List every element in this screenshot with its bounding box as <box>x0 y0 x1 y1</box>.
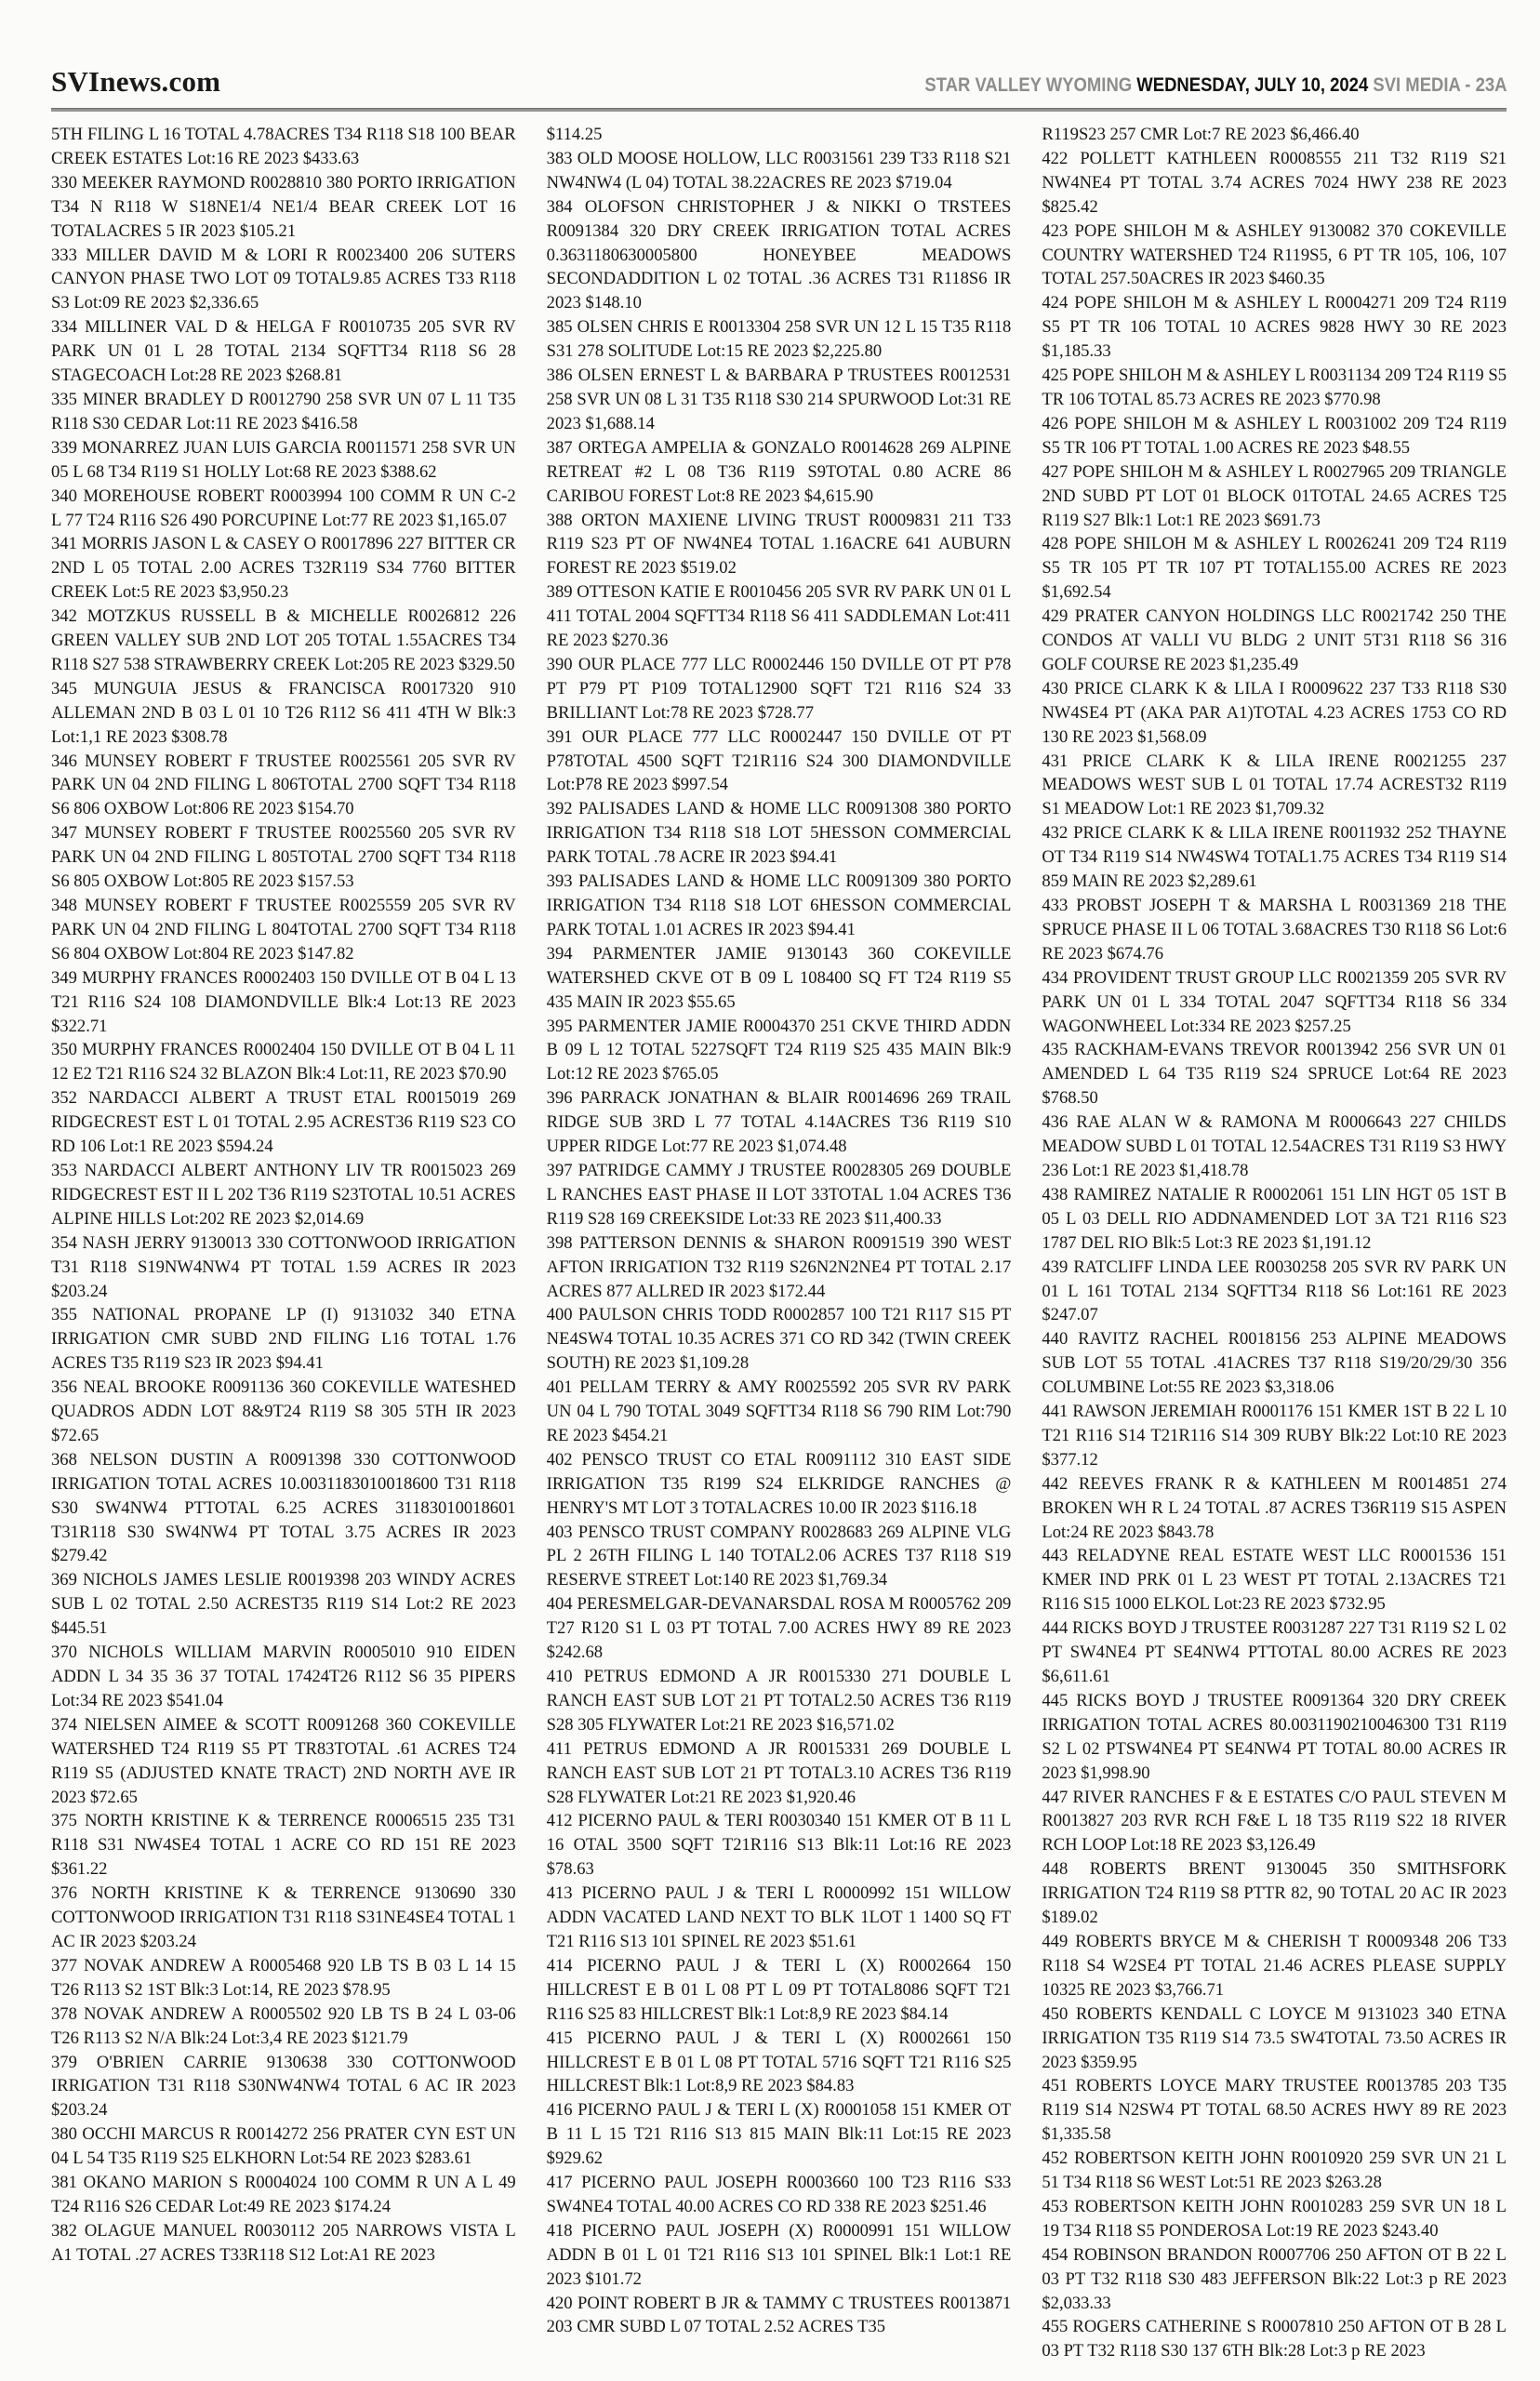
listing-entry: 375 NORTH KRISTINE K & TERRENCE R0006515 235 T31 R118 S31 NW4SE4 TOTAL 1 ACRE CO RD 151 RE 2023 $361.22 <box>51 1811 516 1880</box>
listing-entry: 379 O'BRIEN CARRIE 9130638 330 COTTONWOOD IRRIGATION T31 R118 S30NW4NW4 TOTAL 6 AC IR 2023 $203.24 <box>51 2052 516 2121</box>
listing-entry: 402 PENSCO TRUST CO ETAL R0091112 310 EAST SIDE IRRIGATION T35 R199 S24 ELKRIDGE RANCHES @ HENRY'S MT LOT 3 TOTALACRES 10.00 IR 2023 $116.18 <box>546 1449 1012 1518</box>
listing-entry: 396 PARRACK JONATHAN & BLAIR R0014696 269 TRAIL RIDGE SUB 3RD L 77 TOTAL 4.14ACRES T36 R119 S10 UPPER RIDGE Lot:77 RE 2023 $1,074.48 <box>546 1088 1012 1157</box>
listing-entry: 381 OKANO MARION S R0004024 100 COMM R UN A L 49 T24 R116 S26 CEDAR Lot:49 RE 2023 $174.24 <box>51 2173 516 2216</box>
listing-entry: 426 POPE SHILOH M & ASHLEY L R0031002 209 T24 R119 S5 TR 106 PT TOTAL 1.00 ACRES RE 2023 $48.55 <box>1042 413 1507 458</box>
listing-entry: 411 PETRUS EDMOND A JR R0015331 269 DOUBLE L RANCH EAST SUB LOT 21 PT TOTAL3.10 ACRES T36 R119 S28 FLYWATER Lot:21 RE 2023 $1,920.46 <box>546 1738 1012 1807</box>
listing-entry: 416 PICERNO PAUL J & TERI L (X) R0001058 151 KMER OT B 11 L 15 T21 R116 S13 815 MAIN Blk:11 Lot:15 RE 2023 $929.62 <box>546 2100 1012 2169</box>
listing-entry: 388 ORTON MAXIENE LIVING TRUST R0009831 211 T33 R119 S23 PT OF NW4NE4 TOTAL 1.16ACRE 641 AUBURN FOREST RE 2023 $519.02 <box>546 510 1012 579</box>
listing-entry: 432 PRICE CLARK K & LILA IRENE R0011932 252 THAYNE OT T34 R119 S14 NW4SW4 TOTAL1.75 ACRES T34 R119 S14 859 MAIN RE 2023 $2,289.61 <box>1042 823 1507 892</box>
column-3 <box>1042 123 1507 2366</box>
listing-entry: 389 OTTESON KATIE E R0010456 205 SVR RV PARK UN 01 L 411 TOTAL 2004 SQFTT34 R118 S6 411 SADDLEMAN Lot:411 RE 2023 $270.36 <box>546 582 1012 651</box>
listing-entry: 418 PICERNO PAUL JOSEPH (X) R0000991 151 WILLOW ADDN B 01 L 01 T21 R116 S13 101 SPINEL Blk:1 Lot:1 RE 2023 $101.72 <box>546 2220 1012 2289</box>
header-rule <box>51 108 1507 112</box>
listing-entry: 398 PATTERSON DENNIS & SHARON R0091519 390 WEST AFTON IRRIGATION T32 R119 S26N2N2NE4 PT TOTAL 2.17 ACRES 877 ALLRED IR 2023 $172.44 <box>546 1232 1012 1301</box>
listing-entry: 390 OUR PLACE 777 LLC R0002446 150 DVILLE OT PT P78 PT P79 PT P109 TOTAL12900 SQFT T21 R116 S24 33 BRILLIANT Lot:78 RE 2023 $728.77 <box>546 654 1012 723</box>
listing-entry: 420 POINT ROBERT B JR & TAMMY C TRUSTEES R0013871 203 CMR SUBD L 07 TOTAL 2.52 ACRES T35 <box>546 2293 1012 2337</box>
listing-entry: 410 PETRUS EDMOND A JR R0015330 271 DOUBLE L RANCH EAST SUB LOT 21 PT TOTAL2.50 ACRES T36 R119 S28 305 FLYWATER Lot:21 RE 2023 $16,571.02 <box>546 1667 1012 1735</box>
listing-entry: 347 MUNSEY ROBERT F TRUSTEE R0025560 205 SVR RV PARK UN 04 2ND FILING L 805TOTAL 2700 SQFT T34 R118 S6 805 OXBOW Lot:805 RE 2023 $157.53 <box>51 823 516 892</box>
listing-entry: 431 PRICE CLARK K & LILA IRENE R0021255 237 MEADOWS WEST SUB L 01 TOTAL 17.74 ACREST32 R119 S1 MEADOW Lot:1 RE 2023 $1,709.32 <box>1042 751 1507 819</box>
listing-entry: 429 PRATER CANYON HOLDINGS LLC R0021742 250 THE CONDOS AT VALLI VU BLDG 2 UNIT 5T31 R118 S6 316 GOLF COURSE RE 2023 $1,235.49 <box>1042 606 1507 674</box>
listing-entry: 350 MURPHY FRANCES R0002404 150 DVILLE OT B 04 L 11 12 E2 T21 R116 S24 32 BLAZON Blk:4 Lot:11, RE 2023 $70.90 <box>51 1040 516 1084</box>
listing-entry: 354 NASH JERRY 9130013 330 COTTONWOOD IRRIGATION T31 R118 S19NW4NW4 PT TOTAL 1.59 ACRES IR 2023 $203.24 <box>51 1232 516 1301</box>
column-1 <box>51 123 516 2366</box>
listing-entry: 422 POLLETT KATHLEEN R0008555 211 T32 R119 S21 NW4NE4 PT TOTAL 3.74 ACRES 7024 HWY 238 RE 2023 $825.42 <box>1042 148 1507 217</box>
listing-entry: 368 NELSON DUSTIN A R0091398 330 COTTONWOOD IRRIGATION TOTAL ACRES 10.0031183010018600 T31 R118 S30 SW4NW4 PTTOTAL 6.25 ACRES 31183010018601 T31R118 S30 SW4NW4 PT TOTAL 3.75 ACRES IR 2023 $279.42 <box>51 1449 516 1566</box>
masthead-date: WEDNESDAY, JULY 10, 2024 <box>1135 74 1368 96</box>
masthead-location: STAR VALLEY WYOMING <box>923 74 1136 96</box>
listing-entry: 394 PARMENTER JAMIE 9130143 360 COKEVILLE WATERSHED CKVE OT B 09 L 108400 SQ FT T24 R119 S5 435 MAIN IR 2023 $55.65 <box>546 943 1012 1012</box>
site-name: SVInews.com <box>51 65 221 98</box>
listing-entry: 395 PARMENTER JAMIE R0004370 251 CKVE THIRD ADDN B 09 L 12 TOTAL 5227SQFT T24 R119 S25 435 MAIN Blk:9 Lot:12 RE 2023 $765.05 <box>546 1016 1012 1084</box>
listing-entry: 355 NATIONAL PROPANE LP (I) 9131032 340 ETNA IRRIGATION CMR SUBD 2ND FILING L16 TOTAL 1.76 ACRES T35 R119 S23 IR 2023 $94.41 <box>51 1305 516 1374</box>
listing-entry: 433 PROBST JOSEPH T & MARSHA L R0031369 218 THE SPRUCE PHASE II L 06 TOTAL 3.68ACRES T30 R118 S6 Lot:6 RE 2023 $674.76 <box>1042 896 1507 964</box>
listing-entry: 428 POPE SHILOH M & ASHLEY L R0026241 209 T24 R119 S5 TR 105 PT TR 107 PT TOTAL155.00 ACRES RE 2023 $1,692.54 <box>1042 534 1507 603</box>
listing-columns <box>51 123 1507 2366</box>
listing-entry: 341 MORRIS JASON L & CASEY O R0017896 227 BITTER CR 2ND L 05 TOTAL 2.00 ACRES T32R119 S34 7760 BITTER CREEK Lot:5 RE 2023 $3,950.23 <box>51 534 516 603</box>
listing-entry: 436 RAE ALAN W & RAMONA M R0006643 227 CHILDS MEADOW SUBD L 01 TOTAL 12.54ACRES T31 R119 S3 HWY 236 Lot:1 RE 2023 $1,418.78 <box>1042 1112 1507 1180</box>
listing-entry: 424 POPE SHILOH M & ASHLEY L R0004271 209 T24 R119 S5 PT TR 106 TOTAL 10 ACRES 9828 HWY 30 RE 2023 $1,185.33 <box>1042 293 1507 362</box>
listing-entry: 352 NARDACCI ALBERT A TRUST ETAL R0015019 269 RIDGECREST EST L 01 TOTAL 2.95 ACREST36 R119 S23 CO RD 106 Lot:1 RE 2023 $594.24 <box>51 1088 516 1157</box>
listing-entry: 450 ROBERTS KENDALL C LOYCE M 9131023 340 ETNA IRRIGATION T35 R119 S14 73.5 SW4TOTAL 73.50 ACRES IR 2023 $359.95 <box>1042 2003 1507 2072</box>
listing-entry: 387 ORTEGA AMPELIA & GONZALO R0014628 269 ALPINE RETREAT #2 L 08 T36 R119 S9TOTAL 0.80 ACRE 86 CARIBOU FOREST Lot:8 RE 2023 $4,615.90 <box>546 437 1012 506</box>
listing-entry: 5TH FILING L 16 TOTAL 4.78ACRES T34 R118 S18 100 BEAR CREEK ESTATES Lot:16 RE 2023 $433.63 <box>51 125 516 168</box>
listing-entry: 378 NOVAK ANDREW A R0005502 920 LB TS B 24 L 03-06 T26 R113 S2 N/A Blk:24 Lot:3,4 RE 2023 $121.79 <box>51 2003 516 2048</box>
listing-entry: 448 ROBERTS BRENT 9130045 350 SMITHSFORK IRRIGATION T24 R119 S8 PTTR 82, 90 TOTAL 20 AC IR 2023 $189.02 <box>1042 1859 1507 1928</box>
listing-entry: R119S23 257 CMR Lot:7 RE 2023 $6,466.40 <box>1042 125 1360 144</box>
listing-entry: 335 MINER BRADLEY D R0012790 258 SVR UN 07 L 11 T35 R118 S30 CEDAR Lot:11 RE 2023 $416.58 <box>51 389 516 433</box>
listing-entry: 400 PAULSON CHRIS TODD R0002857 100 T21 R117 S15 PT NE4SW4 TOTAL 10.35 ACRES 371 CO RD 342 (TWIN CREEK SOUTH) RE 2023 $1,109.28 <box>546 1305 1012 1374</box>
listing-entry: 447 RIVER RANCHES F & E ESTATES C/O PAUL STEVEN M R0013827 203 RVR RCH F&E L 18 T35 R119 S22 18 RIVER RCH LOOP Lot:18 RE 2023 $3,126.49 <box>1042 1787 1507 1856</box>
listing-entry: 425 POPE SHILOH M & ASHLEY L R0031134 209 T24 R119 S5 TR 106 TOTAL 85.73 ACRES RE 2023 $770.98 <box>1042 366 1507 409</box>
listing-entry: 444 RICKS BOYD J TRUSTEE R0031287 227 T31 R119 S2 L 02 PT SW4NE4 PT SE4NW4 PTTOTAL 80.00 ACRES RE 2023 $6,611.61 <box>1042 1618 1507 1686</box>
listing-entry: 334 MILLINER VAL D & HELGA F R0010735 205 SVR RV PARK UN 01 L 28 TOTAL 2134 SQFTT34 R118 S6 28 STAGECOACH Lot:28 RE 2023 $268.81 <box>51 317 516 386</box>
listing-entry: 376 NORTH KRISTINE K & TERRENCE 9130690 330 COTTONWOOD IRRIGATION T31 R118 S31NE4SE4 TOTAL 1 AC IR 2023 $203.24 <box>51 1883 516 1951</box>
listing-entry: 423 POPE SHILOH M & ASHLEY 9130082 370 COKEVILLE COUNTRY WATERSHED T24 R119S5, 6 PT TR 105, 106, 107 TOTAL 257.50ACRES IR 2023 $460.35 <box>1042 220 1507 289</box>
listing-entry: 403 PENSCO TRUST COMPANY R0028683 269 ALPINE VLG PL 2 26TH FILING L 140 TOTAL2.06 ACRES T37 R118 S19 RESERVE STREET Lot:140 RE 2023 $1,769.34 <box>546 1522 1012 1590</box>
listing-entry: 330 MEEKER RAYMOND R0028810 380 PORTO IRRIGATION T34 N R118 W S18NE1/4 NE1/4 BEAR CREEK LOT 16 TOTALACRES 5 IR 2023 $105.21 <box>51 172 516 241</box>
listing-entry: 391 OUR PLACE 777 LLC R0002447 150 DVILLE OT PT P78TOTAL 4500 SQFT T21R116 S24 300 DIAMONDVILLE Lot:P78 RE 2023 $997.54 <box>546 726 1012 795</box>
listing-entry: $114.25 <box>546 125 603 144</box>
listing-entry: 455 ROGERS CATHERINE S R0007810 250 AFTON OT B 28 L 03 PT T32 R118 S30 137 6TH Blk:28 Lot:3 p RE 2023 <box>1042 2317 1507 2361</box>
masthead-right <box>924 74 1507 97</box>
column-2 <box>547 123 1012 2366</box>
listing-entry: 401 PELLAM TERRY & AMY R0025592 205 SVR RV PARK UN 04 L 790 TOTAL 3049 SQFTT34 R118 S6 790 RIM Lot:790 RE 2023 $454.21 <box>546 1377 1012 1445</box>
listing-entry: 340 MOREHOUSE ROBERT R0003994 100 COMM R UN C-2 L 77 T24 R116 S26 490 PORCUPINE Lot:77 RE 2023 $1,165.07 <box>51 486 516 530</box>
listing-entry: 412 PICERNO PAUL & TERI R0030340 151 KMER OT B 11 L 16 OTAL 3500 SQFT T21R116 S13 Blk:11 Lot:16 RE 2023 $78.63 <box>546 1811 1012 1880</box>
listing-entry: 417 PICERNO PAUL JOSEPH R0003660 100 T23 R116 S33 SW4NE4 TOTAL 40.00 ACRES CO RD 338 RE 2023 $251.46 <box>546 2173 1012 2216</box>
listing-entry: 443 RELADYNE REAL ESTATE WEST LLC R0001536 151 KMER IND PRK 01 L 23 WEST PT TOTAL 2.13ACRES T21 R116 S15 1000 ELKOL Lot:23 RE 2023 $732.95 <box>1042 1546 1507 1615</box>
listing-entry: 442 REEVES FRANK R & KATHLEEN M R0014851 274 BROKEN WH R L 24 TOTAL .87 ACRES T36R119 S15 ASPEN Lot:24 RE 2023 $843.78 <box>1042 1473 1507 1542</box>
listing-entry: 382 OLAGUE MANUEL R0030112 205 NARROWS VISTA L A1 TOTAL .27 ACRES T33R118 S12 Lot:A1 RE 2023 <box>51 2220 516 2265</box>
listing-entry: 349 MURPHY FRANCES R0002403 150 DVILLE OT B 04 L 13 T21 R116 S24 108 DIAMONDVILLE Blk:4 Lot:13 RE 2023 $322.71 <box>51 967 516 1036</box>
listing-entry: 449 ROBERTS BRYCE M & CHERISH T R0009348 206 T33 R118 S4 W2SE4 PT TOTAL 21.46 ACRES PLEASE SUPPLY 10325 RE 2023 $3,766.71 <box>1042 1931 1507 2000</box>
listing-entry: 356 NEAL BROOKE R0091136 360 COKEVILLE WATESHED QUADROS ADDN LOT 8&9T24 R119 S8 305 5TH IR 2023 $72.65 <box>51 1377 516 1445</box>
listing-entry: 333 MILLER DAVID M & LORI R R0023400 206 SUTERS CANYON PHASE TWO LOT 09 TOTAL9.85 ACRES T33 R118 S3 Lot:09 RE 2023 $2,336.65 <box>51 245 516 313</box>
listing-entry: 440 RAVITZ RACHEL R0018156 253 ALPINE MEADOWS SUB LOT 55 TOTAL .41ACRES T37 R118 S19/20/29/30 356 COLUMBINE Lot:55 RE 2023 $3,318.06 <box>1042 1329 1507 1398</box>
listing-entry: 380 OCCHI MARCUS R R0014272 256 PRATER CYN EST UN 04 L 54 T35 R119 S25 ELKHORN Lot:54 RE 2023 $283.61 <box>51 2124 516 2169</box>
listing-entry: 342 MOTZKUS RUSSELL B & MICHELLE R0026812 226 GREEN VALLEY SUB 2ND LOT 205 TOTAL 1.55ACRES T34 R118 S27 538 STRAWBERRY CREEK Lot:205 RE 2023 $329.50 <box>51 606 516 674</box>
masthead-edition: SVI MEDIA - 23A <box>1367 74 1507 96</box>
listing-entry: 346 MUNSEY ROBERT F TRUSTEE R0025561 205 SVR RV PARK UN 04 2ND FILING L 806TOTAL 2700 SQFT T34 R118 S6 806 OXBOW Lot:806 RE 2023 $154.70 <box>51 751 516 819</box>
listing-entry: 430 PRICE CLARK K & LILA I R0009622 237 T33 R118 S30 NW4SE4 PT (AKA PAR A1)TOTAL 4.23 ACRES 1753 CO RD 130 RE 2023 $1,568.09 <box>1042 678 1507 747</box>
listing-entry: 385 OLSEN CHRIS E R0013304 258 SVR UN 12 L 15 T35 R118 S31 278 SOLITUDE Lot:15 RE 2023 $2,225.80 <box>546 317 1012 362</box>
listing-entry: 453 ROBERTSON KEITH JOHN R0010283 259 SVR UN 18 L 19 T34 R118 S5 PONDEROSA Lot:19 RE 2023 $243.40 <box>1042 2196 1507 2241</box>
listing-entry: 434 PROVIDENT TRUST GROUP LLC R0021359 205 SVR RV PARK UN 01 L 334 TOTAL 2047 SQFTT34 R118 S6 334 WAGONWHEEL Lot:334 RE 2023 $257.25 <box>1042 967 1507 1036</box>
listing-entry: 353 NARDACCI ALBERT ANTHONY LIV TR R0015023 269 RIDGECREST EST II L 202 T36 R119 S23TOTAL 10.51 ACRES ALPINE HILLS Lot:202 RE 2023 $2,014.69 <box>51 1160 516 1229</box>
listing-entry: 445 RICKS BOYD J TRUSTEE R0091364 320 DRY CREEK IRRIGATION TOTAL ACRES 80.0031190210046300 T31 R119 S2 L 02 PTSW4NE4 PT SE4NW4 PT TOTAL 80.00 ACRES IR 2023 $1,998.90 <box>1042 1690 1507 1783</box>
listing-entry: 439 RATCLIFF LINDA LEE R0030258 205 SVR RV PARK UN 01 L 161 TOTAL 2134 SQFTT34 R118 S6 Lot:161 RE 2023 $247.07 <box>1042 1257 1507 1325</box>
masthead <box>51 65 1507 99</box>
listing-entry: 348 MUNSEY ROBERT F TRUSTEE R0025559 205 SVR RV PARK UN 04 2ND FILING L 804TOTAL 2700 SQFT T34 R118 S6 804 OXBOW Lot:804 RE 2023 $147.82 <box>51 896 516 964</box>
listing-entry: 369 NICHOLS JAMES LESLIE R0019398 203 WINDY ACRES SUB L 02 TOTAL 2.50 ACREST35 R119 S14 Lot:2 RE 2023 $445.51 <box>51 1570 516 1639</box>
listing-entry: 393 PALISADES LAND & HOME LLC R0091309 380 PORTO IRRIGATION T34 R118 S18 LOT 6HESSON COMMERCIAL PARK TOTAL 1.01 ACRES IR 2023 $94.41 <box>546 871 1012 939</box>
listing-entry: 427 POPE SHILOH M & ASHLEY L R0027965 209 TRIANGLE 2ND SUBD PT LOT 01 BLOCK 01TOTAL 24.65 ACRES T25 R119 S27 Blk:1 Lot:1 RE 2023 $691.73 <box>1042 461 1507 530</box>
listing-entry: 451 ROBERTS LOYCE MARY TRUSTEE R0013785 203 T35 R119 S14 N2SW4 PT TOTAL 68.50 ACRES HWY 89 RE 2023 $1,335.58 <box>1042 2076 1507 2145</box>
listing-entry: 435 RACKHAM-EVANS TREVOR R0013942 256 SVR UN 01 AMENDED L 64 T35 R119 S24 SPRUCE Lot:64 RE 2023 $768.50 <box>1042 1040 1507 1109</box>
listing-entry: 414 PICERNO PAUL J & TERI L (X) R0002664 150 HILLCREST E B 01 L 08 PT L 09 PT TOTAL8086 SQFT T21 R116 S25 83 HILLCREST Blk:1 Lot:8,9 RE 2023 $84.14 <box>546 1955 1012 2024</box>
listing-entry: 370 NICHOLS WILLIAM MARVIN R0005010 910 EIDEN ADDN L 34 35 36 37 TOTAL 17424T26 R112 S6 35 PIPERS Lot:34 RE 2023 $541.04 <box>51 1643 516 1710</box>
listing-entry: 441 RAWSON JEREMIAH R0001176 151 KMER 1ST B 22 L 10 T21 R116 S14 T21R116 S14 309 RUBY Blk:22 Lot:10 RE 2023 $377.12 <box>1042 1402 1507 1470</box>
listing-entry: 374 NIELSEN AIMEE & SCOTT R0091268 360 COKEVILLE WATERSHED T24 R119 S5 PT TR83TOTAL .61 ACRES T24 R119 S5 (ADJUSTED KNATE TRACT) 2ND NORTH AVE IR 2023 $72.65 <box>51 1714 516 1807</box>
listing-entry: 404 PERESMELGAR-DEVANARSDAL ROSA M R0005762 209 T27 R120 S1 L 03 PT TOTAL 7.00 ACRES HWY 89 RE 2023 $242.68 <box>546 1594 1012 1663</box>
listing-entry: 339 MONARREZ JUAN LUIS GARCIA R0011571 258 SVR UN 05 L 68 T34 R119 S1 HOLLY Lot:68 RE 2023 $388.62 <box>51 437 516 482</box>
listing-entry: 415 PICERNO PAUL J & TERI L (X) R0002661 150 HILLCREST E B 01 L 08 PT TOTAL 5716 SQFT T21 R116 S25 HILLCREST Blk:1 Lot:8,9 RE 2023 $84.83 <box>546 2028 1012 2096</box>
listing-entry: 345 MUNGUIA JESUS & FRANCISCA R0017320 910 ALLEMAN 2ND B 03 L 01 10 T26 R112 S6 411 4TH W Blk:3 Lot:1,1 RE 2023 $308.78 <box>51 678 516 747</box>
listing-entry: 397 PATRIDGE CAMMY J TRUSTEE R0028305 269 DOUBLE L RANCHES EAST PHASE II LOT 33TOTAL 1.04 ACRES T36 R119 S28 169 CREEKSIDE Lot:33 RE 2023 $11,400.33 <box>546 1160 1012 1229</box>
listing-entry: 392 PALISADES LAND & HOME LLC R0091308 380 PORTO IRRIGATION T34 R118 S18 LOT 5HESSON COMMERCIAL PARK TOTAL .78 ACRE IR 2023 $94.41 <box>546 799 1012 868</box>
listing-entry: 452 ROBERTSON KEITH JOHN R0010920 259 SVR UN 21 L 51 T34 R118 S6 WEST Lot:51 RE 2023 $263.28 <box>1042 2148 1507 2193</box>
listing-entry: 377 NOVAK ANDREW A R0005468 920 LB TS B 03 L 14 15 T26 R113 S2 1ST Blk:3 Lot:14, RE 2023 $78.95 <box>51 1955 516 2000</box>
listing-entry: 384 OLOFSON CHRISTOPHER J & NIKKI O TRSTEES R0091384 320 DRY CREEK IRRIGATION TOTAL ACRES 0.3631180630005800 HONEYBEE MEADOWS SECONDADDITION L 02 TOTAL .36 ACRES T31 R118S6 IR 2023 $148.10 <box>546 196 1012 313</box>
listing-entry: 438 RAMIREZ NATALIE R R0002061 151 LIN HGT 05 1ST B 05 L 03 DELL RIO ADDNAMENDED LOT 3A T21 R116 S23 1787 DEL RIO Blk:5 Lot:3 RE 2023 $1,191.12 <box>1042 1184 1507 1253</box>
listing-entry: 383 OLD MOOSE HOLLOW, LLC R0031561 239 T33 R118 S21 NW4NW4 (L 04) TOTAL 38.22ACRES RE 2023 $719.04 <box>546 148 1012 193</box>
listing-entry: 454 ROBINSON BRANDON R0007706 250 AFTON OT B 22 L 03 PT T32 R118 S30 483 JEFFERSON Blk:22 Lot:3 p RE 2023 $2,033.33 <box>1042 2244 1507 2313</box>
listing-entry: 386 OLSEN ERNEST L & BARBARA P TRUSTEES R0012531 258 SVR UN 08 L 31 T35 R118 S30 214 SPURWOOD Lot:31 RE 2023 $1,688.14 <box>546 366 1012 433</box>
listing-entry: 413 PICERNO PAUL J & TERI L R0000992 151 WILLOW ADDN VACATED LAND NEXT TO BLK 1LOT 1 1400 SQ FT T21 R116 S13 101 SPINEL RE 2023 $51.61 <box>546 1883 1012 1951</box>
